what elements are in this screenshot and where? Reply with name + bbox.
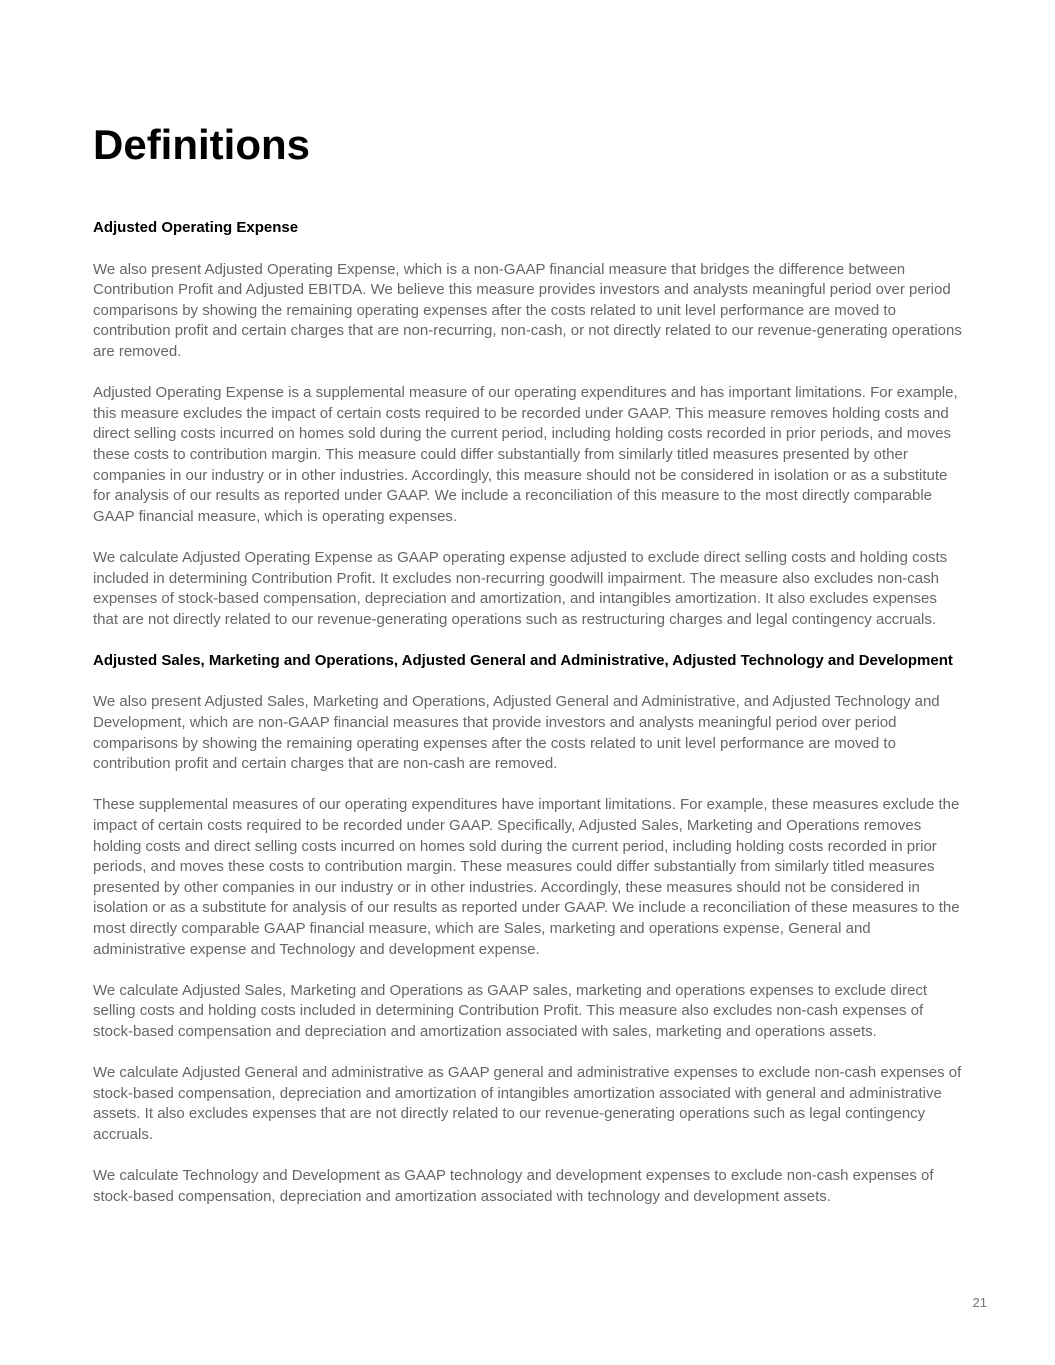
paragraph: We also present Adjusted Sales, Marketing and Operations, Adjusted General and Administrative, and Adjusted Technology and Development, which are non-GAAP financial measures that provide investors and analysts meaningful period over period comparisons by showing the remaining operating expenses after the costs related to unit level performance are moved to contribution profit and certain charges that are non-cash are removed. — [93, 693, 940, 773]
paragraph: Adjusted Operating Expense is a supplemental measure of our operating expenditures and has important limitations. For example, this measure excludes the impact of certain costs required to be recorded under GAAP. This measure removes holding costs and direct selling costs incurred on homes sold during the current period, including holding costs recorded in prior periods, and moves these costs to contribution margin. This measure could differ substantially from similarly titled measures presented by other companies in our industry or in other industries. Accordingly, this measure should not be considered in isolation or as a substitute for analysis of our results as reported under GAAP. We include a reconciliation of this measure to the most directly comparable GAAP financial measure, which is operating expenses. — [93, 384, 958, 525]
section-heading: Adjusted Sales, Marketing and Operations, Adjusted General and Administrative, Adjusted Technology and Development — [93, 651, 953, 669]
document-body — [93, 218, 963, 1228]
paragraph: We calculate Adjusted Sales, Marketing and Operations as GAAP sales, marketing and operations expenses to exclude direct selling costs and holding costs included in determining Contribution Profit. This measure also excludes non-cash expenses of stock-based compensation and depreciation and amortization associated with sales, marketing and operations assets. — [93, 981, 928, 1040]
page-number: 21 — [972, 1295, 987, 1310]
section-heading: Adjusted Operating Expense — [93, 219, 299, 236]
page-title: Definitions — [93, 121, 310, 168]
section-adjusted-sub-expenses — [93, 651, 963, 1207]
paragraph: We calculate Adjusted General and administrative as GAAP general and administrative expenses to exclude non-cash expenses of stock-based compensation, depreciation and amortization of intangibles amortization associated with general and administrative assets. It also excludes expenses that are not directly related to our revenue-generating operations such as legal contingency accruals. — [93, 1064, 962, 1143]
paragraph: We also present Adjusted Operating Expense, which is a non-GAAP financial measure that bridges the difference between Contribution Profit and Adjusted EBITDA. We believe this measure provides investors and analysts meaningful period over period comparisons by showing the remaining operating expenses after the costs related to unit level performance are moved to contribution profit and certain charges that are non-recurring, non-cash, or not directly related to our revenue-generating operations are removed. — [93, 260, 962, 360]
paragraph: These supplemental measures of our operating expenditures have important limitations. For example, these measures exclude the impact of certain costs required to be recorded under GAAP. Specifically, Adjusted Sales, Marketing and Operations removes holding costs and direct selling costs incurred on homes sold during the current period, including holding costs recorded in prior periods, and moves these costs to contribution margin. These measures could differ substantially from similarly titled measures presented by other companies in our industry or in other industries. Accordingly, these measures should not be considered in isolation or as a substitute for analysis of our results as reported under GAAP. We include a reconciliation of these measures to the most directly comparable GAAP financial measure, which are Sales, marketing and operations expense, General and administrative expense and Technology and development expense. — [93, 796, 960, 958]
paragraph: We calculate Technology and Development as GAAP technology and development expenses to exclude non-cash expenses of stock-based compensation, depreciation and amortization associated with technology and development assets. — [93, 1167, 934, 1205]
paragraph: We calculate Adjusted Operating Expense as GAAP operating expense adjusted to exclude direct selling costs and holding costs included in determining Contribution Profit. It excludes non-recurring goodwill impairment. The measure also excludes non-cash expenses of stock-based compensation, depreciation and amortization, and intangibles amortization. It also excludes expenses that are not directly related to our revenue-generating operations such as restructuring charges and legal contingency accruals. — [93, 548, 948, 628]
section-adjusted-operating-expense — [93, 218, 963, 630]
